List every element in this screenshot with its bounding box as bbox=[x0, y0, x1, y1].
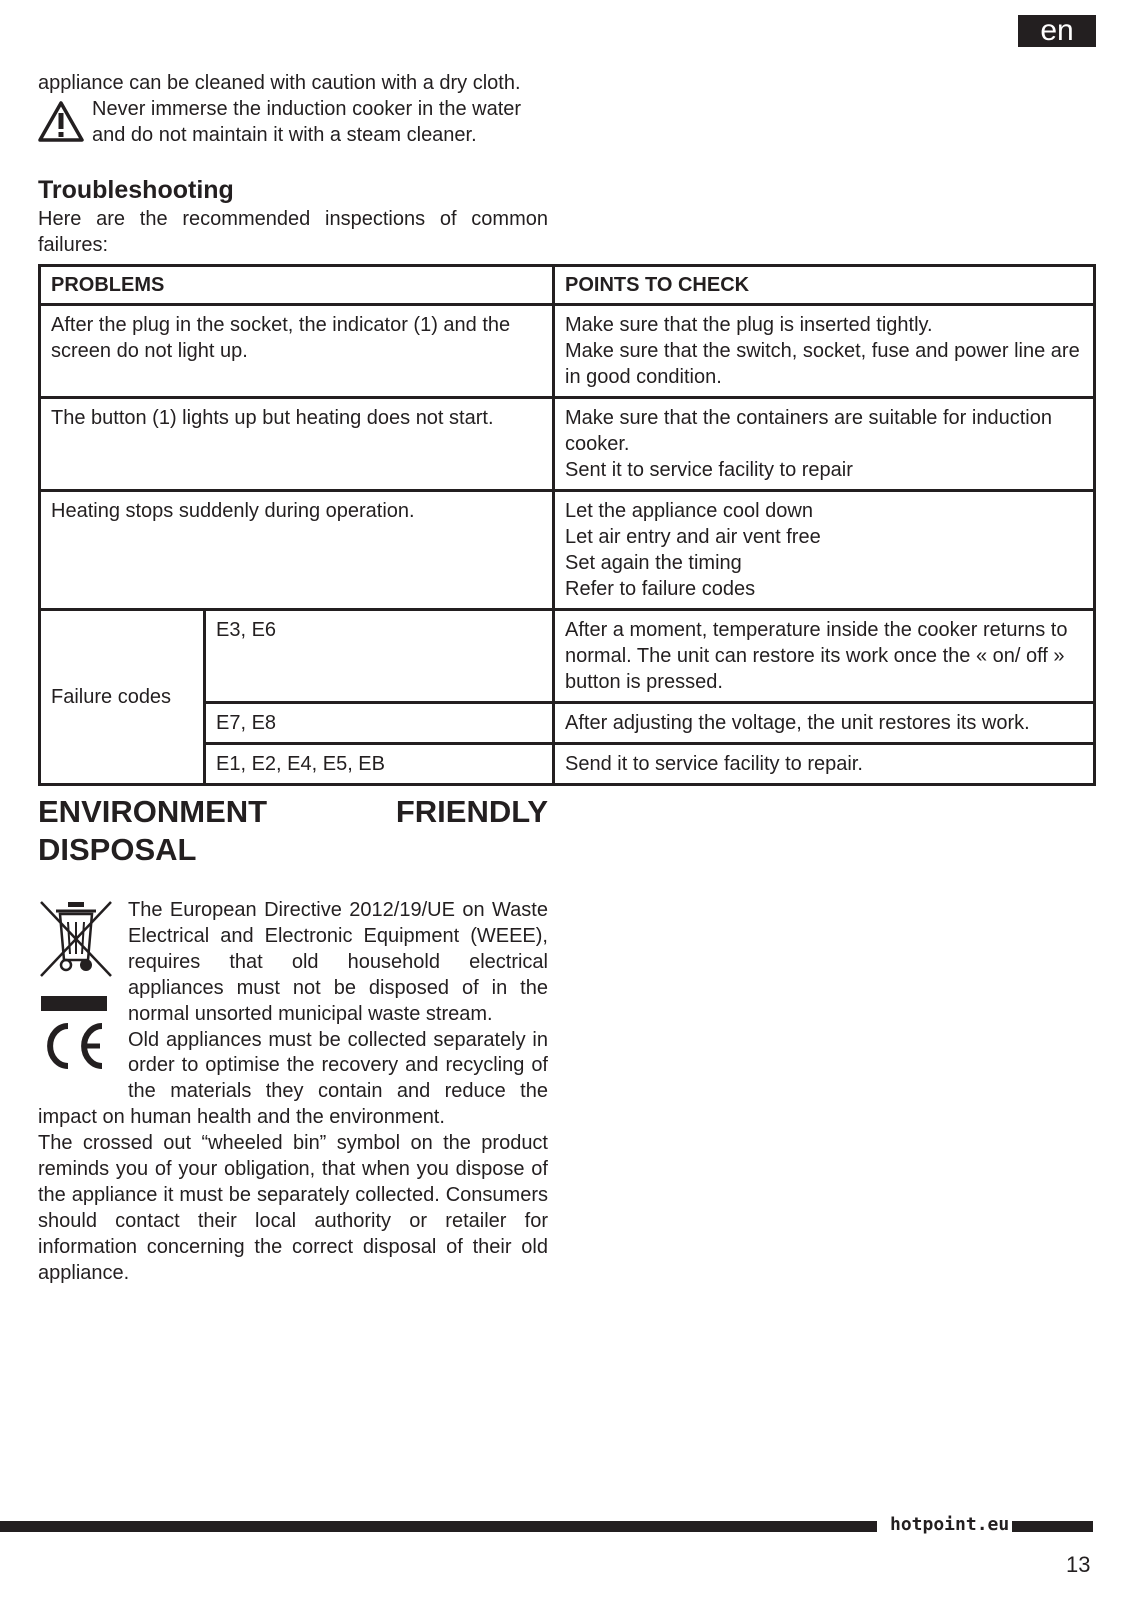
failure-action-cell: After a moment, temperature inside the cooker returns to normal. The unit can restore its work once the « on/ off » button is pressed. bbox=[554, 610, 1095, 703]
check-item: Make sure that the plug is inserted tightly. bbox=[565, 314, 933, 336]
check-item: Make sure that the containers are suitable for induction cooker. bbox=[565, 407, 1052, 455]
table-header-row bbox=[40, 266, 1095, 305]
crossed-bin-icon bbox=[38, 898, 114, 980]
weee-paragraph: The European Directive 2012/19/UE on Waste Electrical and Electronic Equipment (WEEE), requires that old household electrical appliances must not be disposed of in the normal unsorted municipal waste stream. bbox=[128, 899, 548, 1025]
check-item: Make sure that the switch, socket, fuse and power line are in good condition. bbox=[565, 340, 1080, 388]
cleaning-text: appliance can be cleaned with caution with a dry cloth. bbox=[38, 72, 521, 94]
problems-header: PROBLEMS bbox=[40, 266, 554, 305]
troubleshooting-intro: Here are the recommended inspections of common failures: bbox=[38, 208, 548, 256]
environment-body bbox=[38, 898, 548, 1287]
heading-word: DISPOSAL bbox=[38, 832, 197, 867]
points-cell bbox=[554, 491, 1095, 610]
footer-rule-right bbox=[1012, 1521, 1093, 1532]
footer-rule-left bbox=[0, 1521, 877, 1532]
check-item: Let air entry and air vent free bbox=[565, 526, 821, 548]
page-number: 13 bbox=[1066, 1552, 1091, 1577]
ce-mark-icon bbox=[38, 996, 110, 1074]
failure-code-cell: E3, E6 bbox=[205, 610, 554, 703]
table-row bbox=[40, 398, 1095, 491]
points-cell bbox=[554, 305, 1095, 398]
table-row bbox=[40, 610, 1095, 703]
language-badge: en bbox=[1018, 15, 1096, 47]
problem-cell: The button (1) lights up but heating does not start. bbox=[40, 398, 554, 491]
bin-symbol-paragraph: The crossed out “wheeled bin” symbol on the product reminds you of your obligation, that when you dispose of the appliance it must be separately collected. Consumers should contact their local authority or retailer for information concerning the correct disposal of their old appliance. bbox=[38, 1132, 548, 1284]
table-row bbox=[40, 305, 1095, 398]
points-cell bbox=[554, 398, 1095, 491]
points-to-check-header: POINTS TO CHECK bbox=[554, 266, 1095, 305]
collection-paragraph: Old appliances must be collected separately in order to optimise the recovery and recycling of the materials they contain and reduce the impact on human health and the environment. bbox=[38, 1028, 548, 1129]
cleaning-section bbox=[38, 70, 548, 148]
footer-website: hotpoint.eu bbox=[890, 1514, 1010, 1535]
failure-code-cell: E7, E8 bbox=[205, 703, 554, 744]
troubleshooting-table bbox=[38, 264, 1096, 786]
failure-action-cell: Send it to service facility to repair. bbox=[554, 744, 1095, 785]
warning-triangle-icon bbox=[38, 100, 84, 142]
failure-action-cell: After adjusting the voltage, the unit restores its work. bbox=[554, 703, 1095, 744]
warning-text-line-2: and do not maintain it with a steam cleaner. bbox=[92, 124, 477, 146]
check-item: Set again the timing bbox=[565, 552, 742, 574]
heading-word: FRIENDLY bbox=[395, 794, 548, 829]
problem-cell: After the plug in the socket, the indicator (1) and the screen do not light up. bbox=[40, 305, 554, 398]
failure-code-cell: E1, E2, E4, E5, EB bbox=[205, 744, 554, 785]
check-item: Refer to failure codes bbox=[565, 578, 756, 600]
problem-cell: Heating stops suddenly during operation. bbox=[40, 491, 554, 610]
environment-heading bbox=[38, 793, 548, 869]
check-item: Let the appliance cool down bbox=[565, 500, 813, 522]
warning-text-line-1: Never immerse the induction cooker in the water bbox=[92, 98, 522, 120]
table-row bbox=[40, 491, 1095, 610]
check-item: Sent it to service facility to repair bbox=[565, 459, 853, 481]
heading-word: ENVIRONMENT bbox=[38, 794, 268, 829]
failure-codes-label: Failure codes bbox=[40, 610, 205, 785]
troubleshooting-heading: Troubleshooting bbox=[38, 176, 234, 204]
